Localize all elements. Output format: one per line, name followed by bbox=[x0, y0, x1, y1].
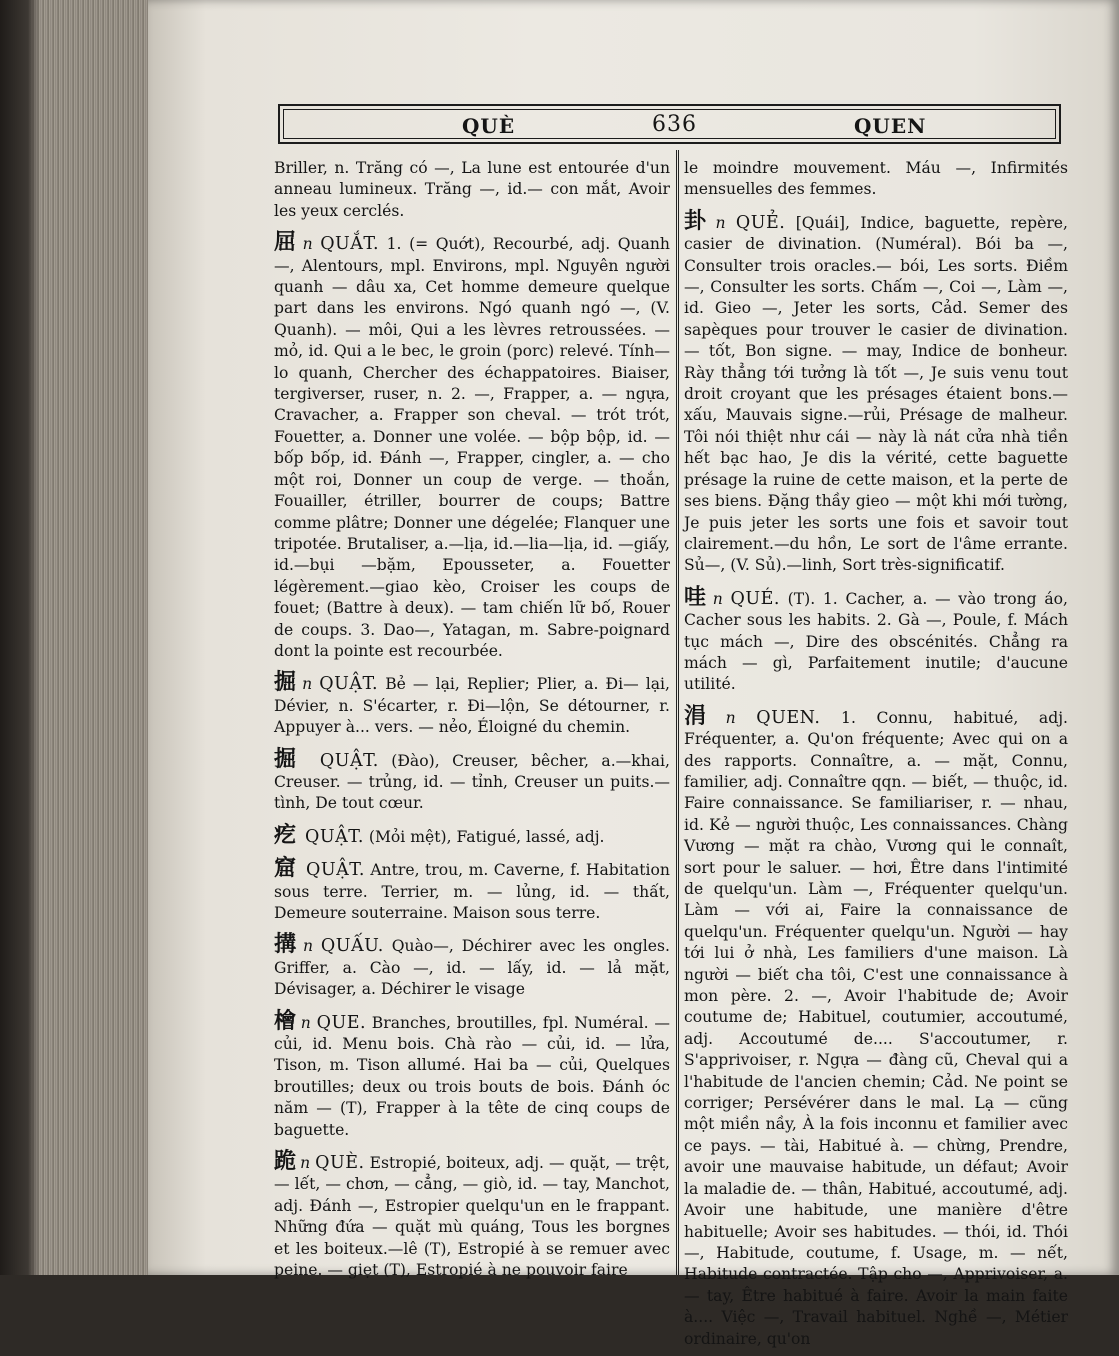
page-header bbox=[278, 104, 1061, 144]
han-character: 跪 bbox=[274, 1148, 297, 1175]
entry-text: (Mỏi mệt), Fatigué, lassé, adj. bbox=[368, 827, 605, 846]
entry bbox=[274, 1007, 670, 1141]
entry-pos: n bbox=[302, 675, 313, 694]
entry bbox=[274, 855, 670, 924]
entry-text: Bẻ — lại, Replier; Plier, a. Đi— lại, Dévier, n. S'écarter, r. Đi—lộn, Se détourner, r. Appuyer à... vers. — nẻo, Éloigné du chemin. bbox=[274, 675, 670, 737]
entry-headword: QUEN. bbox=[756, 707, 821, 728]
entry-headword: QUẬT. bbox=[319, 674, 379, 695]
entry-pos: n bbox=[302, 235, 313, 254]
entry-pos: n bbox=[725, 708, 736, 727]
entry bbox=[274, 158, 670, 222]
entry-headword: QUẺ. bbox=[735, 212, 786, 233]
entry-text: 1. Connu, habitué, adj. Fréquenter, a. Qu'on fréquente; Avec qui on a des rapports. Connaître, a. — mặt, Connu, familier, adj. Connaître qqn. — biết, — thuộc, id. Faire connaissance. Se familiariser, r. — nhau, id. Kẻ — người thuộc, Les connaissances. Chàng Vương — mặt ra chào, Vương qui le connaît, sort pour le saluer. — hơi, Être dans l'intimité de quelqu'un. Làm —, Fréquenter quelqu'un. Làm — với ai, Faire la connaissance de quelqu'un. Fréquenter quelqu'un. Người — hay tới lui ở nhà, Les familiers d'une maison. Là người — biết cha tôi, C'est une connaissance à mon père. 2. —, Avoir l'habitude de; Avoir coutume de; Habituel, coutumier, accoutumé, adj. Accoutumé de.... S'accoutumer, r. S'apprivoiser, r. Ngựa — đàng cũ, Cheval qui a l'habitude de l'ancien chemin; Cảd. Ne point se corriger; Persévérer dans le mal. Lạ — cũng một miền nầy, À la fois inconnu et familier avec ce pays. — tài, Habitué à. — chừng, Prendre, avoir une mauvaise habitude, un défaut; Avoir la maladie de. — thân, Habitué, accoutumé, adj. Avoir une habitude, une manière d'être habituelle; Avoir ses habitudes. — thói, id. Thói —, Habitude, coutume, f. Usage, m. — nết, Habitude contractée. Tập cho —, Apprivoiser, a. — tay, Être habitué à faire. Avoir la main faite à.... Việc —, Travail habituel. Nghề —, Métier ordinaire, qu'on bbox=[684, 708, 1068, 1348]
page-number: 636 bbox=[652, 112, 697, 137]
header-right-word: QUEN bbox=[854, 114, 927, 138]
entry-text: Briller, n. Trăng có —, La lune est entourée d'un anneau lumineux. Trăng —, id.— con mắt, Avoir les yeux cerclés. bbox=[274, 159, 670, 220]
han-character: 疙 bbox=[274, 821, 297, 848]
book-page-edges bbox=[0, 0, 160, 1275]
column-divider bbox=[676, 150, 679, 1275]
han-character: 搆 bbox=[274, 931, 299, 958]
han-character: 窟 bbox=[274, 855, 297, 882]
entry-headword: QUÈ. bbox=[315, 1153, 365, 1174]
entry-text: (T). 1. Cacher, a. — vào trong áo, Cacher sous les habits. 2. Gà —, Poule, f. Mách tục mách —, Dire des obscénités. Chẳng ra mách — gì, Parfaitement inutile; d'aucune utilité. bbox=[684, 589, 1068, 694]
entry bbox=[274, 745, 670, 815]
entry bbox=[684, 702, 1068, 1350]
han-character: 涓 bbox=[684, 702, 722, 729]
entry-text: Quào—, Déchirer avec les ongles. Griffer, a. Cào —, id. — lấy, id. — lả mặt, Dévisager, a. Déchirer le visage bbox=[274, 937, 670, 999]
entry-headword: QUẮT. bbox=[320, 234, 380, 255]
han-character: 檜 bbox=[274, 1007, 297, 1034]
entry-text: [Quái], Indice, baguette, repère, casier de divination. (Numéral). Bói ba —, Consulter trois oracles.— bói, Les sorts. Điềm—, Consulter les sorts. Chấm —, Coi —, Làm —, id. Gieo —, Jeter les sorts, Cảd. Semer des sapèques pour trouver le casier de divination. — tốt, Bon signe. — may, Indice de bonheur. Rày thẳng tới tưởng là tốt —, Je suis venu tout droit croyant que les présages étaient bons.— xấu, Mauvais signe.—rủi, Présage de malheur. Tôi nói thiệt như cái — này là nát cửa nhà tiền hết bạc hao, Je dis la vérité, cette baguette présage la ruine de cette maison, et la perte de ses biens. Đặng thầy gieo — một khi mới tường, Je puis jeter les sorts une fois et savoir tout clairement.—du hồn, Le sort de l'âme errante. Sủ—, (V. Sủ).—linh, Sort très-significatif. bbox=[684, 213, 1068, 575]
entry bbox=[274, 229, 670, 662]
entry-pos: n bbox=[302, 937, 313, 956]
entry-pos: n bbox=[300, 1013, 311, 1032]
han-character: 掘 bbox=[274, 745, 304, 772]
entry-text: 1. (= Quớt), Recourbé, adj. Quanh —, Alentours, mpl. Environs, mpl. Nguyên người quanh — dâu xa, Cet homme demeure quelque part dans les environs. Ngó quanh ngó —, (V. Quanh). — môi, Qui a les lèvres retroussées. — mỏ, id. Qui a le bec, le groin (porc) relevé. Tính— lo quanh, Chercher des échappatoires. Biaiser, tergiverser, ruser, n. 2. —, Frapper, a. — ngựa, Cravacher, a. Frapper son cheval. — trót trót, Fouetter, a. Donner une volée. — bộp bộp, id. — bốp bốp, id. Đánh —, Frapper, cingler, a. — cho một roi, Donner un coup de verge. — thoắn, Fouailler, étriller, bourrer de coups; Battre comme plâtre; Donner une dégelée; Flanquer une tripotée. Brutaliser, a.—lịa, id.—lia—lịa, id. —giấy, id.—bụi —bặm, Epousseter, a. Fouetter légèrement.—giao kèo, Croiser les coups de fouet; (Battre à deux). — tam chiến lữ bố, Rouer de coups. 3. Dao—, Yatagan, m. Sabre-poignard dont la pointe est recourbée. bbox=[274, 235, 670, 660]
entry-headword: QUẤU. bbox=[320, 936, 384, 957]
entry-pos: n bbox=[712, 589, 723, 608]
han-character: 卦 bbox=[684, 207, 712, 234]
entry bbox=[684, 207, 1068, 577]
entry-text: Branches, broutilles, fpl. Numéral. — củi, id. Menu bois. Chà rào — củi, id. — lửa, Tison, m. Tison allumé. Hai ba — củi, Quelques broutilles; deux ou trois bouts de bois. Đánh óc năm — (T), Frapper à la tête de cinq coups de baguette. bbox=[274, 1013, 670, 1139]
entry bbox=[274, 669, 670, 738]
han-character: 屈 bbox=[274, 229, 299, 256]
entry-pos: n bbox=[300, 1154, 311, 1173]
han-character: 哇 bbox=[684, 583, 709, 610]
entry bbox=[274, 1148, 670, 1281]
entry-headword: QUE. bbox=[316, 1012, 367, 1033]
right-column bbox=[684, 158, 1068, 1356]
left-column bbox=[274, 158, 670, 1288]
entry-text: Estropié, boiteux, adj. — quặt, — trệt, — lết, — chơn, — cẳng, — giò, id. — tay, Manchot, adj. Đánh —, Estropier quelqu'un en le frappant. Những đứa — quặt mù quáng, Tous les borgnes et les boiteux.—lê (T), Estropié à se remuer avec peine. — giẹt (T), Estropié à ne pouvoir faire bbox=[274, 1154, 670, 1280]
entry-text: Antre, trou, m. Caverne, f. Habitation sous terre. Terrier, m. — lủng, id. — thất, Demeure souterraine. Maison sous terre. bbox=[274, 861, 670, 922]
entry-text: le moindre mouvement. Máu —, Infirmités mensuelles des femmes. bbox=[684, 159, 1068, 199]
entry-headword: QUẬT. bbox=[319, 750, 379, 771]
entry-headword: QUẬT. bbox=[305, 860, 365, 881]
entry-headword: QUẬT. bbox=[304, 826, 364, 847]
entry bbox=[684, 583, 1068, 696]
han-character: 掘 bbox=[274, 669, 299, 696]
entry-headword: QUÉ. bbox=[730, 588, 780, 609]
entry bbox=[274, 931, 670, 1000]
entry-pos: n bbox=[715, 213, 726, 232]
entry-text: (Đào), Creuser, bêcher, a.—khai, Creuser. — trủng, id. — tỉnh, Creuser un puits.— tình, De tout cœur. bbox=[274, 751, 670, 813]
entry bbox=[684, 158, 1068, 201]
entry bbox=[274, 821, 670, 848]
header-left-word: QUÈ bbox=[462, 114, 516, 138]
